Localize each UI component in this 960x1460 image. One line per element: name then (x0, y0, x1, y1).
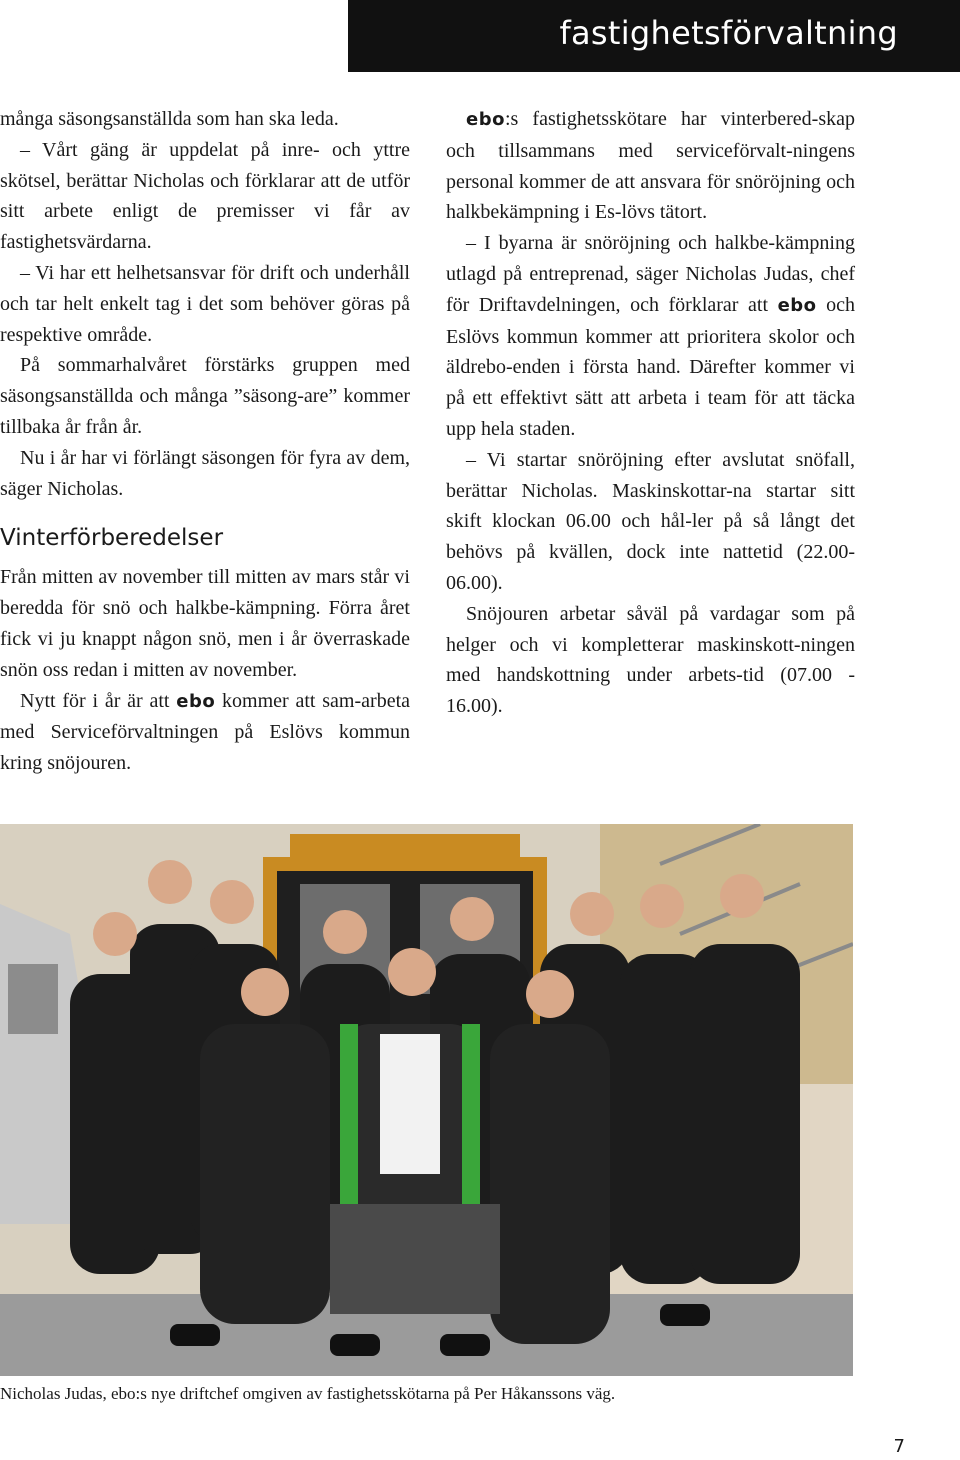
paragraph: Från mitten av november till mitten av mars står vi beredda för snö och halkbe-kämpning. Förra året fick vi ju knappt någon snö, men i år överraskade snön oss redan i mitten av november. (0, 566, 410, 681)
text: kommer att sam-arbeta med Serviceförvaltningen på Eslövs kommun kring snöjouren. (0, 689, 411, 775)
text: – I byarna är snöröjning och halkbe-kämpning utlagd på entreprenad, säger Nicholas Judas, chef för Driftavdelningen, och förklarar att (446, 232, 855, 316)
paragraph (446, 104, 855, 228)
section-header-bar (348, 0, 960, 72)
section-heading: Vinterförberedelser (0, 525, 224, 552)
paragraph: – Vi startar snöröjning efter avslutat snöfall, berättar Nicholas. Maskinskottar-na startar sitt skift klockan 06.00 och hål-ler på så långt det behövs på kvällen, dock inte nattetid (22.00-06.00). (446, 448, 855, 594)
paragraph: Nu i år har vi förlängt säsongen för fyra av dem, säger Nicholas. (0, 446, 410, 500)
page-number: 7 (893, 1436, 905, 1457)
paragraph: På sommarhalvåret förstärks gruppen med säsongsanställda och många ”säsong-are” kommer tillbaka år från år. (0, 354, 410, 438)
text: :s fastighetsskötare har vinterbered-skap och tillsammans med serviceförvalt-ningens personal kommer de att ansvara för snöröjning och halkbekämpning i Es-lövs tätort. (446, 108, 855, 224)
photo-caption: Nicholas Judas, ebo:s nye driftchef omgiven av fastighetsskötarna på Per Håkanssons väg. (0, 1384, 616, 1403)
right-column (446, 104, 855, 722)
paragraph (0, 686, 410, 779)
paragraph: många säsongsanställda som han ska leda. (0, 108, 339, 130)
paragraph: – Vårt gäng är uppdelat på inre- och yttre skötsel, berättar Nicholas och förklarar att de utför sitt arbete enligt de premisser vi får av fastighetsvärdarna. (0, 138, 410, 254)
text: och Eslövs kommun kommer att prioritera skolor och äldrebo-enden i första hand. Därefter kommer vi på ett effektivt sätt att arbeta i team för att täcka upp hela staden. (446, 293, 855, 440)
text: Nytt för i år är att (20, 689, 177, 712)
section-title: fastighetsförvaltning (559, 14, 898, 52)
left-column (0, 104, 410, 779)
paragraph: Snöjouren arbetar såväl på vardagar som på helger och vi kompletterar maskinskott-ningen med handskottning under arbets-tid (07.00 - 16.00). (446, 602, 855, 718)
group-photo-illustration (0, 824, 853, 1376)
paragraph (446, 228, 855, 445)
ebo-brand: ebo (777, 294, 817, 316)
group-photo (0, 824, 853, 1376)
paragraph: – Vi har ett helhetsansvar för drift och underhåll och tar helt enkelt tag i det som behöver göras på respektive område. (0, 261, 410, 346)
ebo-brand: ebo (466, 109, 505, 130)
ebo-brand: ebo (176, 690, 216, 712)
